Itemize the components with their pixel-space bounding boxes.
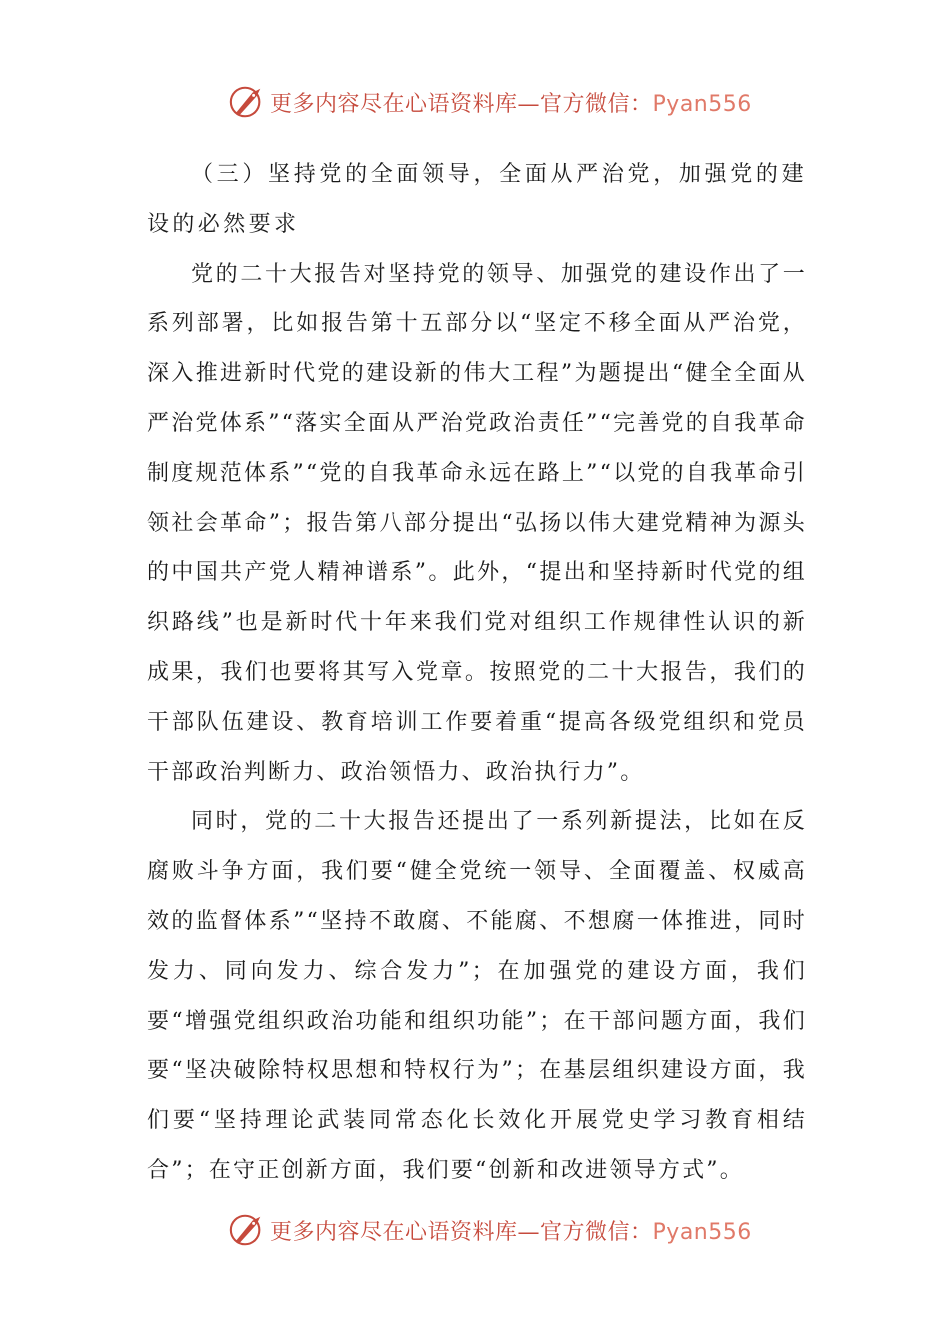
paragraph-1: 党的二十大报告对坚持党的领导、加强党的建设作出了一系列部署，比如报告第十五部分以“坚定不移全面从严治党，深入推进新时代党的建设新的伟大工程”为题提出“健全全面从严治党体系”“落实全面从严治党政治责任”“完善党的自我革命制度规范体系”“党的自我革命永远在路上”“以党的自我革命引领社会革命”；报告第八部分提出“弘扬以伟大建党精神为源头的中国共产党人精神谱系”。此外，“提出和坚持新时代党的组织路线”也是新时代十年来我们党对组织工作规律性认识的新成果，我们也要将其写入党章。按照党的二十大报告，我们的干部队伍建设、教育培训工作要着重“提高各级党组织和党员干部政治判断力、政治领悟力、政治执行力”。 xyxy=(147,261,807,785)
watermark-text: 更多内容尽在心语资料库—官方微信：Pyan556 xyxy=(270,91,752,117)
pen-nib-icon xyxy=(228,1211,266,1249)
pen-nib-icon xyxy=(228,83,266,121)
section-heading: （三）坚持党的全面领导，全面从严治党，加强党的建设的必然要求 xyxy=(147,162,807,237)
watermark-header xyxy=(228,82,752,122)
watermark-footer xyxy=(228,1210,752,1250)
document-body xyxy=(147,150,807,1196)
watermark-text: 更多内容尽在心语资料库—官方微信：Pyan556 xyxy=(270,1219,752,1245)
paragraph-2: 同时，党的二十大报告还提出了一系列新提法，比如在反腐败斗争方面，我们要“健全党统一领导、全面覆盖、权威高效的监督体系”“坚持不敢腐、不能腐、不想腐一体推进，同时发力、同向发力、综合发力”；在加强党的建设方面，我们要“增强党组织政治功能和组织功能”；在干部问题方面，我们要“坚决破除特权思想和特权行为”；在基层组织建设方面，我们要“坚持理论武装同常态化长效化开展党史学习教育相结合”；在守正创新方面，我们要“创新和改进领导方式”。 xyxy=(147,809,807,1183)
